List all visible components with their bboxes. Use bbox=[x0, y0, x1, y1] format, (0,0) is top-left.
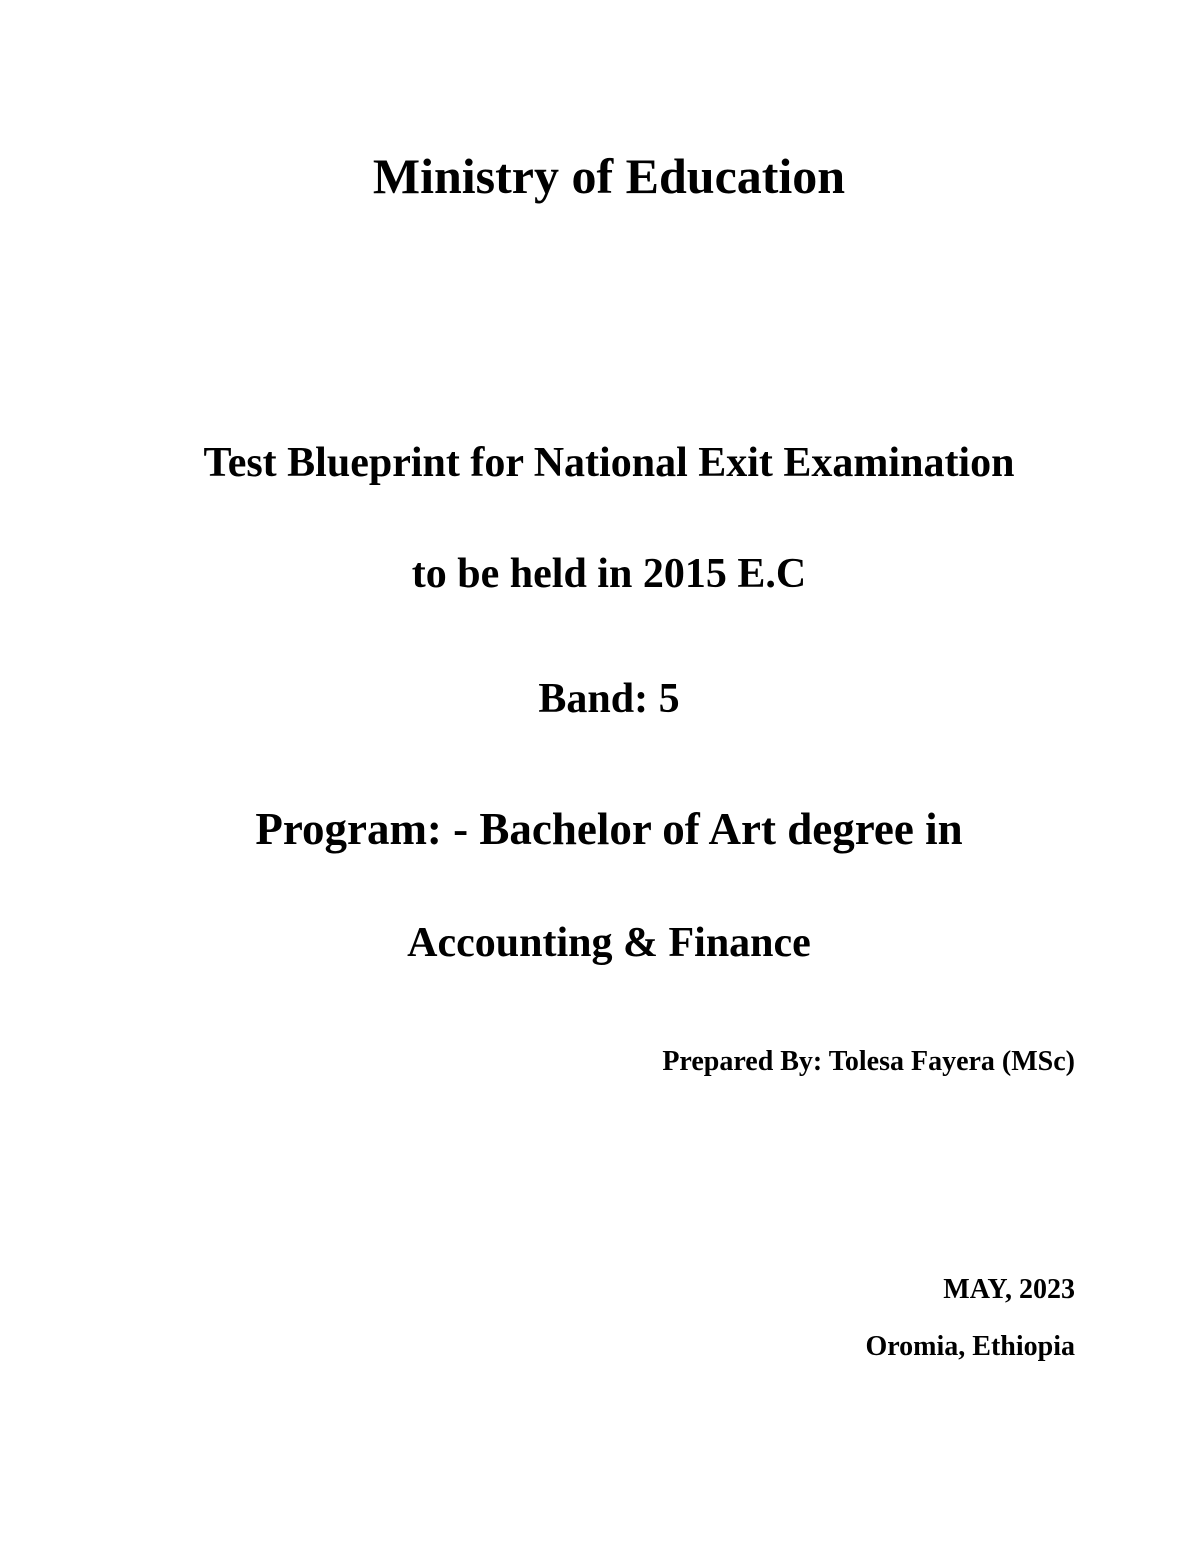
band-label: Band: 5 bbox=[538, 676, 680, 722]
blueprint-title-line-1: Test Blueprint for National Exit Examination bbox=[203, 440, 1015, 486]
program-line-2: Accounting & Finance bbox=[407, 920, 811, 966]
blueprint-title-line-2: to be held in 2015 E.C bbox=[411, 551, 807, 597]
prepared-by: Prepared By: Tolesa Fayera (MSc) bbox=[662, 1046, 1075, 1077]
document-date: MAY, 2023 bbox=[943, 1274, 1075, 1305]
document-location: Oromia, Ethiopia bbox=[865, 1331, 1075, 1362]
ministry-heading: Ministry of Education bbox=[372, 148, 846, 204]
program-line-1: Program: - Bachelor of Art degree in bbox=[255, 804, 963, 854]
